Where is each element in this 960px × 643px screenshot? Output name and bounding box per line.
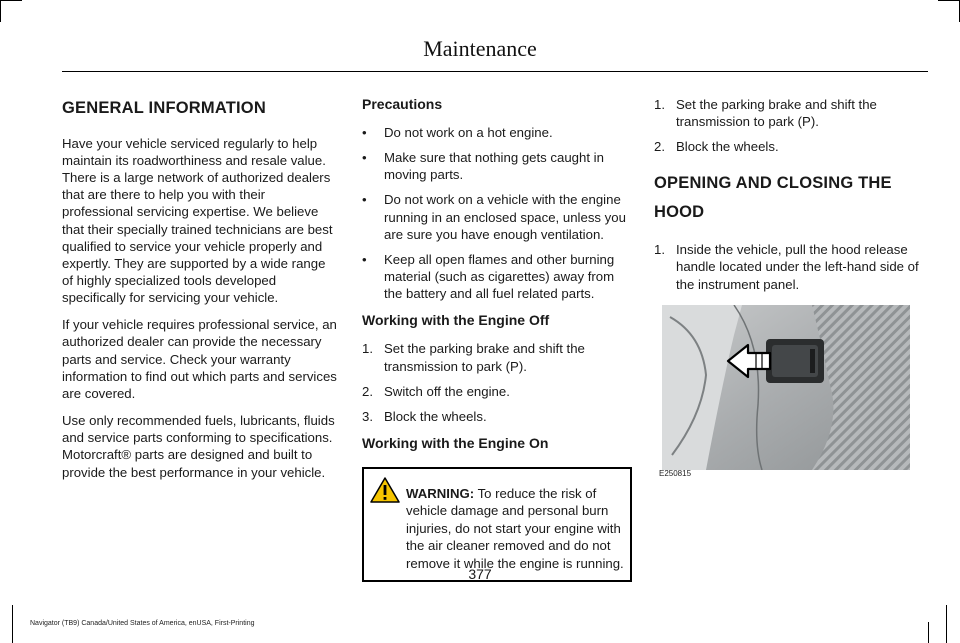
warning-triangle-icon [370, 477, 400, 503]
page-title: Maintenance [423, 36, 537, 61]
crop-mark [0, 0, 22, 1]
subheading-precautions: Precautions [362, 96, 443, 112]
footer-text: Navigator (TB9) Canada/United States of America, enUSA, First-Printing [30, 620, 255, 627]
step-number: 2. [654, 139, 665, 155]
hood-steps [654, 241, 930, 292]
list-item-text: Do not work on a vehicle with the engine running in an enclosed space, unless you are sure you have enough ventilation. [384, 192, 626, 242]
header-divider [62, 71, 928, 72]
bullet-marker: • [362, 192, 367, 208]
list-item-text: Inside the vehicle, pull the hood release handle located under the left-hand side of the instrument panel. [676, 242, 919, 292]
heading-line: OPENING AND CLOSING THE [654, 174, 892, 193]
list-item-text: Block the wheels. [676, 139, 779, 155]
crop-mark [928, 622, 929, 643]
section-heading-opening-closing-hood [654, 169, 930, 227]
paragraph: If your vehicle requires professional service, an authorized dealer can provide the necessary parts and service. Check your warranty information to find out which parts and services are covered. [62, 317, 337, 401]
bullet-marker: • [362, 251, 367, 267]
list-item-text: Block the wheels. [384, 408, 487, 424]
list-item [362, 383, 632, 400]
page-number: 377 [468, 566, 492, 582]
list-item-text: Switch off the engine. [384, 383, 510, 399]
list-item [654, 241, 930, 292]
warning-text: To reduce the risk of vehicle damage and personal burn injuries, do not start your engine with the air cleaner removed and do not remove it while the engine is running. [406, 486, 624, 571]
crop-mark [0, 0, 1, 22]
warning-text-block [406, 485, 624, 572]
list-item [362, 408, 632, 425]
list-item [654, 96, 930, 130]
precautions-list [362, 124, 632, 302]
step-number: 1. [362, 341, 373, 357]
hood-release-photo [662, 305, 910, 470]
list-item [654, 138, 930, 155]
column-general-information [62, 96, 338, 491]
subheading-engine-on: Working with the Engine On [362, 435, 549, 452]
list-item [362, 149, 632, 183]
warning-lead [370, 477, 624, 572]
column-precautions [362, 96, 632, 582]
warning-label: WARNING: [406, 486, 475, 502]
crop-mark [12, 605, 13, 643]
engine-steps-continued [654, 96, 930, 155]
step-number: 3. [362, 408, 373, 424]
paragraph: Have your vehicle serviced regularly to help maintain its roadworthiness and resale value. There is a large network of authorized dealers that are there to help you with their professional servicing expertise. We believe that their specially trained technicians are best qualified to service your vehicle properly and expertly. They are supported by a wide range of highly specialized tools developed specifically for servicing your vehicle. [62, 135, 333, 306]
step-number: 2. [362, 383, 373, 399]
list-item [362, 191, 632, 242]
step-number: 1. [654, 242, 665, 258]
heading-line: HOOD [654, 203, 705, 222]
list-item-text: Do not work on a hot engine. [384, 125, 553, 140]
list-item-text: Set the parking brake and shift the transmission to park (P). [384, 341, 585, 374]
engine-off-steps [362, 340, 632, 425]
paragraph: Use only recommended fuels, lubricants, fluids and service parts conforming to specifications. Motorcraft® parts are designed and built to provide the best performance in your vehicle. [62, 413, 335, 480]
list-item [362, 340, 632, 374]
bullet-marker: • [362, 150, 367, 166]
list-item-text: Make sure that nothing gets caught in moving parts. [384, 150, 604, 183]
list-item-text: Set the parking brake and shift the transmission to park (P). [676, 97, 877, 130]
column-hood [654, 96, 930, 478]
crop-mark [946, 605, 947, 643]
warning-box [362, 467, 632, 582]
list-item [362, 124, 632, 141]
section-heading-general-information: GENERAL INFORMATION [62, 99, 266, 117]
subheading-engine-off: Working with the Engine Off [362, 312, 550, 329]
bullet-marker: • [362, 125, 367, 140]
image-code: E250815 [659, 468, 692, 478]
crop-mark [938, 0, 960, 1]
list-item [362, 251, 632, 302]
hood-release-illustration [659, 305, 910, 478]
list-item-text: Keep all open flames and other burning material (such as cigarettes) away from the battery and all fuel related parts. [384, 251, 615, 302]
step-number: 1. [654, 97, 665, 112]
